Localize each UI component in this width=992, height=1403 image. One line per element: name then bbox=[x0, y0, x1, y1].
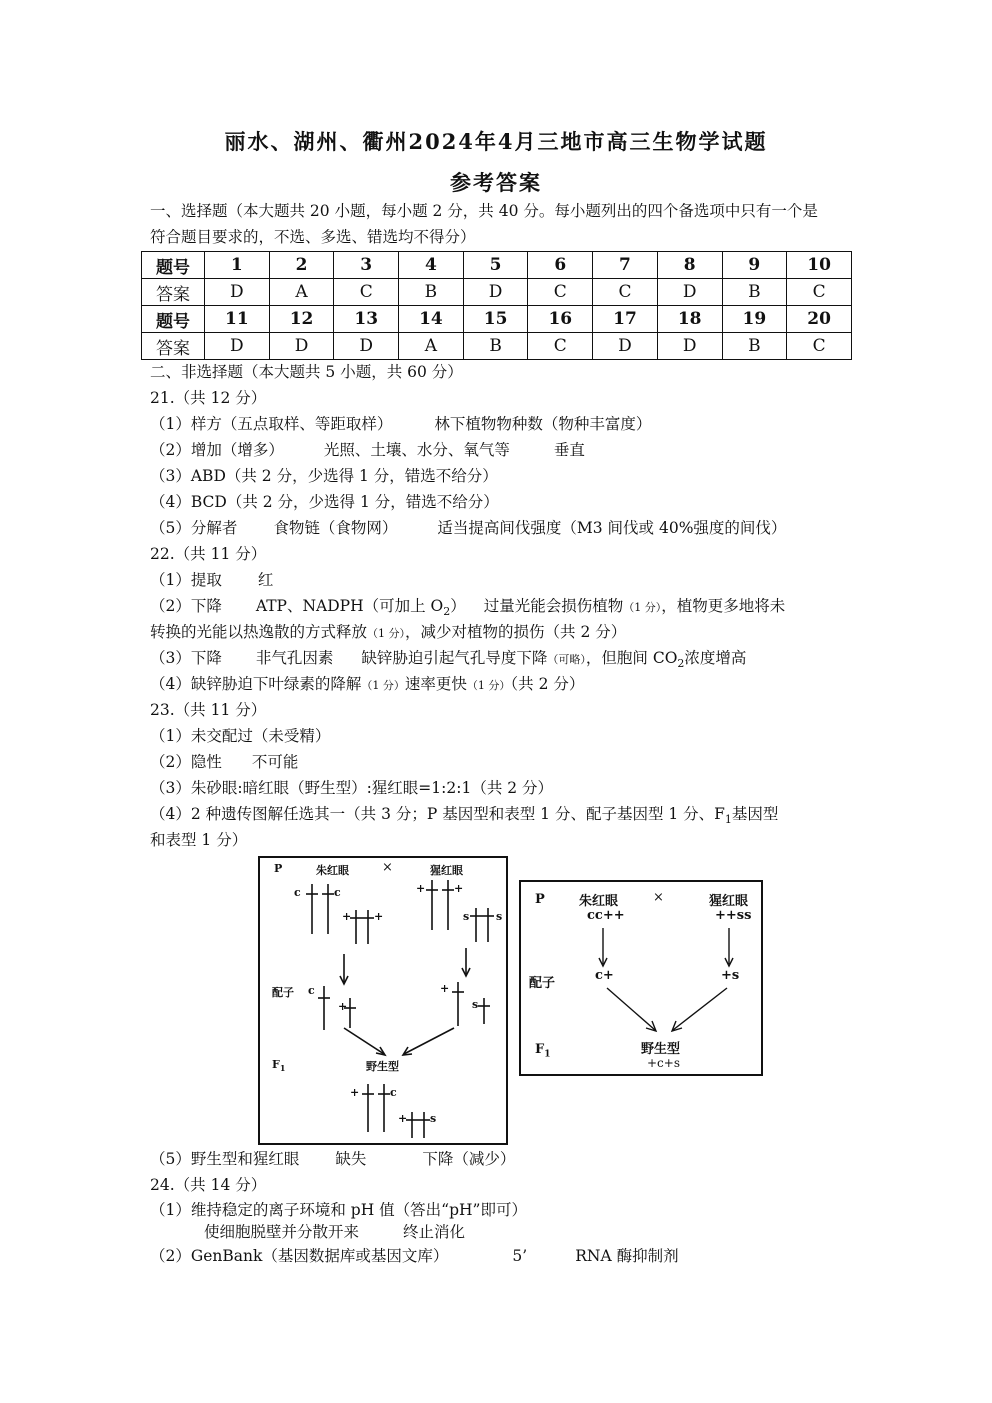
diagram1-cross-symbol: × bbox=[382, 860, 393, 875]
q22-answer-3 bbox=[150, 648, 746, 674]
q22-2b: ATP、NADPH（可加上 O bbox=[255, 597, 444, 615]
diagram2-left-genotype: cc++ bbox=[587, 908, 625, 923]
section1-intro-line1: 一、选择题（本大题共 20 小题，每小题 2 分，共 40 分。每小题列出的四个备选项中只有一个是 bbox=[150, 202, 818, 220]
table-cell: B bbox=[399, 279, 464, 306]
table-cell: 13 bbox=[334, 306, 399, 333]
table-cell: 1 bbox=[205, 252, 270, 279]
q22-4b: 速率更快 bbox=[404, 675, 467, 693]
diagram1-f1-sub: 1 bbox=[279, 1063, 286, 1074]
diagram1-f1-text: F bbox=[272, 1058, 280, 1071]
table-cell: 题号 bbox=[142, 252, 205, 279]
table-cell: D bbox=[463, 279, 528, 306]
genetic-diagram-chromosome bbox=[258, 856, 508, 1145]
page-title: 丽水、湖州、衢州2024年4月三地市高三生物学试题 bbox=[224, 129, 768, 154]
q21-heading: 21.（共 12 分） bbox=[150, 389, 267, 407]
table-cell: B bbox=[722, 333, 787, 360]
q22-3d-sub: 2 bbox=[677, 657, 685, 671]
table-cell: 6 bbox=[528, 252, 593, 279]
q22-4a-small: （1 分） bbox=[361, 679, 405, 692]
q24-1c: 终止消化 bbox=[403, 1223, 466, 1241]
q23-answer-4 bbox=[150, 804, 778, 830]
diagram2-p-label: P bbox=[535, 892, 545, 907]
diagram1-allele: s bbox=[430, 1112, 437, 1125]
table-cell: 14 bbox=[399, 306, 464, 333]
q23-4-sub: 1 bbox=[724, 813, 732, 827]
q21-answer-4: （4）BCD（共 2 分，少选得 1 分，错选不给分） bbox=[150, 493, 499, 511]
q21-answer-1 bbox=[150, 414, 651, 434]
table-cell: 9 bbox=[722, 252, 787, 279]
q23-answer-4-cont: 和表型 1 分） bbox=[150, 831, 248, 849]
diagram2-f1-label bbox=[535, 1042, 551, 1060]
diagram1-allele: s bbox=[463, 910, 470, 923]
table-cell: 5 bbox=[463, 252, 528, 279]
diagram2-f1-text: F bbox=[535, 1042, 545, 1057]
table-row bbox=[142, 279, 852, 306]
diagram2-wildtype-label: 野生型 bbox=[641, 1042, 681, 1057]
diagram1-allele: s bbox=[496, 910, 503, 923]
table-cell: B bbox=[722, 279, 787, 306]
q24-2a: （2）GenBank（基因数据库或基因文库） bbox=[150, 1247, 449, 1265]
diagram2-right-phenotype: 猩红眼 bbox=[709, 894, 749, 909]
table-cell: D bbox=[205, 333, 270, 360]
q23-heading: 23.（共 11 分） bbox=[150, 701, 267, 719]
q22-2a: （2）下降 bbox=[150, 597, 222, 615]
q21-2c: 垂直 bbox=[553, 441, 585, 459]
page-subtitle: 参考答案 bbox=[450, 170, 542, 195]
q22-answer-2-cont bbox=[150, 622, 626, 644]
q21-answer-5 bbox=[150, 518, 786, 538]
q21-5a: （5）分解者 bbox=[150, 519, 238, 537]
q22-2e: 转换的光能以热逸散的方式释放 bbox=[150, 623, 368, 641]
q22-2b-sub: 2 bbox=[443, 605, 451, 619]
q22-3c: 缺锌胁迫引起气孔导度下降 bbox=[361, 649, 548, 667]
table-cell: C bbox=[528, 279, 593, 306]
diagram1-allele: + bbox=[454, 882, 464, 895]
diagram2-right-genotype: ++ss bbox=[715, 908, 752, 923]
diagram1-allele: c bbox=[294, 886, 301, 899]
table-cell: D bbox=[593, 333, 658, 360]
table-cell: 16 bbox=[528, 306, 593, 333]
diagram1-allele: + bbox=[398, 1112, 408, 1125]
diagram1-wildtype-label: 野生型 bbox=[366, 1060, 399, 1073]
q22-1b: 红 bbox=[257, 571, 274, 589]
diagram1-left-phenotype: 朱红眼 bbox=[316, 864, 349, 877]
q22-3b: 非气孔因素 bbox=[255, 649, 334, 667]
table-cell: A bbox=[269, 279, 334, 306]
chromosome-diagram-svg bbox=[260, 858, 506, 1143]
q22-2b-end: ） bbox=[450, 597, 466, 615]
table-cell: 10 bbox=[787, 252, 852, 279]
q22-3a: （3）下降 bbox=[150, 649, 222, 667]
q21-answer-3: （3）ABD（共 2 分，少选得 1 分，错选不给分） bbox=[150, 467, 498, 485]
table-cell: 15 bbox=[463, 306, 528, 333]
diagram1-allele: s bbox=[472, 998, 479, 1011]
table-cell: D bbox=[269, 333, 334, 360]
diagram2-right-gamete: +s bbox=[721, 968, 740, 983]
q24-answer-2 bbox=[150, 1246, 679, 1266]
diagram1-allele: + bbox=[416, 882, 426, 895]
table-cell: 8 bbox=[657, 252, 722, 279]
q22-heading: 22.（共 11 分） bbox=[150, 545, 267, 563]
table-cell: D bbox=[657, 333, 722, 360]
table-cell: 7 bbox=[593, 252, 658, 279]
diagram2-f1-sub: 1 bbox=[544, 1049, 551, 1060]
diagram1-gamete-label: 配子 bbox=[272, 986, 294, 999]
table-cell: B bbox=[463, 333, 528, 360]
table-cell: D bbox=[657, 279, 722, 306]
table-cell: D bbox=[205, 279, 270, 306]
q23-4-end: 基因型 bbox=[731, 805, 779, 823]
q22-3d: ，但胞间 CO bbox=[585, 649, 678, 667]
section1-intro-line2: 符合题目要求的，不选、多选、错选均不得分） bbox=[150, 228, 476, 246]
q23-answer-3: （3）朱砂眼:暗红眼（野生型）:猩红眼=1:2:1（共 2 分） bbox=[150, 779, 554, 797]
q21-2a: （2）增加（增多） bbox=[150, 441, 284, 459]
q24-2c: RNA 酶抑制剂 bbox=[575, 1247, 679, 1265]
diagram1-allele: c bbox=[308, 984, 315, 997]
q22-4a: （4）缺锌胁迫下叶绿素的降解 bbox=[150, 675, 362, 693]
q21-1b: 林下植物物种数（物种丰富度） bbox=[434, 415, 652, 433]
table-cell: 答案 bbox=[142, 333, 205, 360]
table-cell: C bbox=[787, 279, 852, 306]
q23-answer-2 bbox=[150, 752, 298, 772]
diagram2-left-phenotype: 朱红眼 bbox=[579, 894, 619, 909]
q22-1a: （1）提取 bbox=[150, 571, 222, 589]
q22-4c: （共 2 分） bbox=[510, 675, 585, 693]
answer-table bbox=[141, 251, 852, 360]
section2-heading: 二、非选择题（本大题共 5 小题，共 60 分） bbox=[150, 363, 463, 381]
q24-2b: 5’ bbox=[512, 1247, 528, 1265]
table-cell: 答案 bbox=[142, 279, 205, 306]
q23-5a: （5）野生型和猩红眼 bbox=[150, 1150, 300, 1168]
q22-2c: 过量光能会损伤植物 bbox=[483, 597, 624, 615]
q22-3c-small: （可略） bbox=[547, 653, 586, 666]
q22-answer-4 bbox=[150, 674, 584, 696]
table-cell: 2 bbox=[269, 252, 334, 279]
q23-answer-1: （1）未交配过（未受精） bbox=[150, 727, 331, 745]
diagram1-allele: + bbox=[440, 982, 450, 995]
diagram1-allele: + bbox=[342, 910, 352, 923]
q22-3e: 浓度增高 bbox=[684, 649, 747, 667]
table-cell: 17 bbox=[593, 306, 658, 333]
q22-2f: ，减少对植物的损伤（共 2 分） bbox=[405, 623, 627, 641]
table-cell: C bbox=[528, 333, 593, 360]
table-cell: 18 bbox=[657, 306, 722, 333]
q23-2b: 不可能 bbox=[251, 753, 299, 771]
diagram2-wildtype-genotype: +c+s bbox=[647, 1056, 680, 1070]
diagram1-allele: + bbox=[350, 1086, 360, 1099]
q23-answer-5 bbox=[150, 1149, 515, 1169]
table-cell: 12 bbox=[269, 306, 334, 333]
table-cell: C bbox=[334, 279, 399, 306]
diagram1-allele: + bbox=[338, 1000, 348, 1013]
q21-2b: 光照、土壤、水分、氧气等 bbox=[323, 441, 510, 459]
q22-2d: ，植物更多地将未 bbox=[661, 597, 786, 615]
q21-1a: （1）样方（五点取样、等距取样） bbox=[150, 415, 393, 433]
diagram1-right-phenotype: 猩红眼 bbox=[430, 864, 463, 877]
table-cell: 20 bbox=[787, 306, 852, 333]
diagram1-allele: c bbox=[390, 1086, 397, 1099]
diagram2-gamete-label: 配子 bbox=[529, 976, 556, 991]
q24-answer-1-cont bbox=[204, 1222, 465, 1242]
q24-answer-1: （1）维持稳定的离子环境和 pH 值（答出“pH”即可） bbox=[150, 1201, 527, 1219]
q23-5c: 下降（减少） bbox=[422, 1150, 516, 1168]
q22-answer-2 bbox=[150, 596, 785, 622]
table-row bbox=[142, 306, 852, 333]
q23-5b: 缺失 bbox=[335, 1150, 367, 1168]
table-cell: 题号 bbox=[142, 306, 205, 333]
table-cell: 19 bbox=[722, 306, 787, 333]
q23-4a: （4）2 种遗传图解任选其一（共 3 分；P 基因型和表型 1 分、配子基因型 1 分、F bbox=[150, 805, 725, 823]
q24-1b: 使细胞脱壁并分散开来 bbox=[204, 1223, 360, 1241]
diagram2-cross-symbol: × bbox=[653, 890, 664, 905]
table-row bbox=[142, 252, 852, 279]
table-cell: C bbox=[787, 333, 852, 360]
q21-answer-2 bbox=[150, 440, 585, 460]
q22-4b-small: （1 分） bbox=[466, 679, 511, 692]
table-row bbox=[142, 333, 852, 360]
diagram2-left-gamete: c+ bbox=[595, 968, 614, 983]
table-cell: D bbox=[334, 333, 399, 360]
table-cell: C bbox=[593, 279, 658, 306]
q22-2c-small: （1 分） bbox=[623, 601, 662, 614]
diagram1-p-label: P bbox=[274, 862, 283, 875]
q22-answer-1 bbox=[150, 570, 273, 590]
q23-2a: （2）隐性 bbox=[150, 753, 222, 771]
q22-2e-small: （1 分） bbox=[367, 627, 406, 640]
q21-5c: 适当提高间伐强度（M3 间伐或 40%强度的间伐） bbox=[437, 519, 787, 537]
q21-5b: 食物链（食物网） bbox=[273, 519, 398, 537]
table-cell: 11 bbox=[205, 306, 270, 333]
table-cell: A bbox=[399, 333, 464, 360]
diagram1-f1-label bbox=[272, 1058, 285, 1073]
genetic-diagram-genotype bbox=[519, 880, 763, 1076]
q24-heading: 24.（共 14 分） bbox=[150, 1176, 267, 1194]
table-cell: 4 bbox=[399, 252, 464, 279]
table-cell: 3 bbox=[334, 252, 399, 279]
diagram1-allele: c bbox=[334, 886, 341, 899]
diagram1-allele: + bbox=[374, 910, 384, 923]
